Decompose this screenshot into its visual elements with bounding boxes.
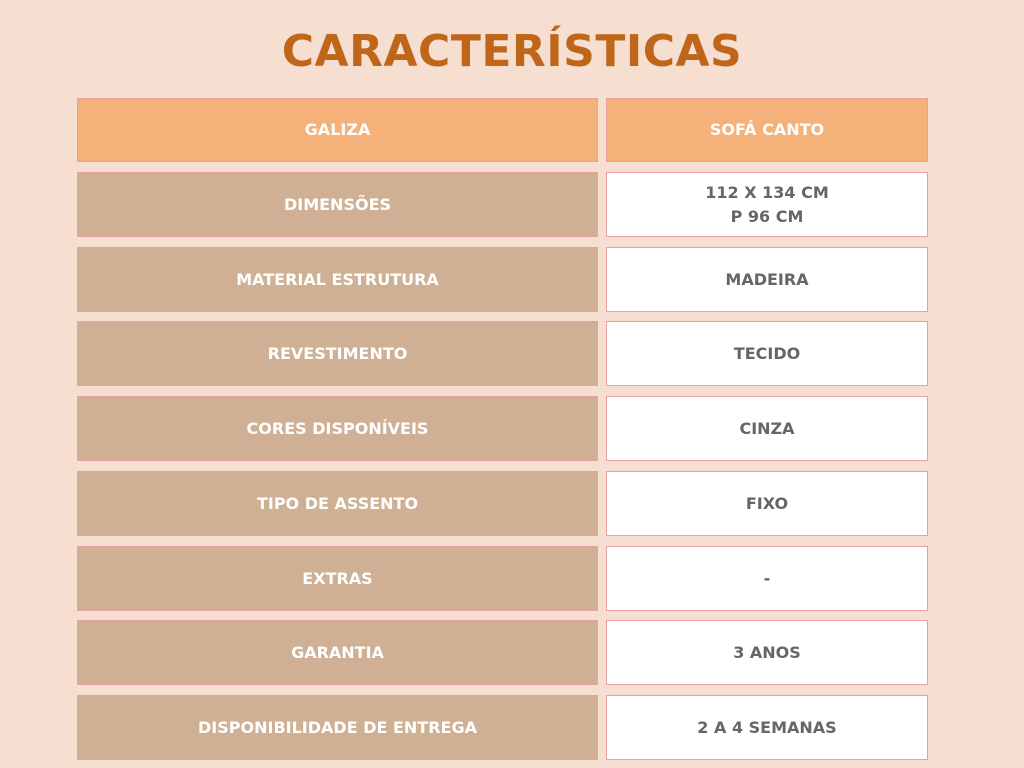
row-value-warranty: 3 ANOS [606,620,928,685]
row-label-seat-type: TIPO DE ASSENTO [77,471,598,536]
row-label-covering: REVESTIMENTO [77,321,598,386]
row-label-extras: EXTRAS [77,546,598,611]
row-value-delivery: 2 A 4 SEMANAS [606,695,928,760]
row-label-warranty: GARANTIA [77,620,598,685]
row-label-delivery: DISPONIBILIDADE DE ENTREGA [77,695,598,760]
row-label-material: MATERIAL ESTRUTURA [77,247,598,312]
row-value-text: 112 X 134 CM P 96 CM [705,182,829,226]
header-product: SOFÁ CANTO [606,98,928,162]
row-value-covering: TECIDO [606,321,928,386]
row-value-colors: CINZA [606,396,928,461]
row-label-dimensions: DIMENSÕES [77,172,598,237]
row-value-seat-type: FIXO [606,471,928,536]
header-model: GALIZA [77,98,598,162]
row-value-dimensions [606,172,928,237]
page-title: CARACTERÍSTICAS [281,26,743,77]
row-value-extras: - [606,546,928,611]
row-label-colors: CORES DISPONÍVEIS [77,396,598,461]
row-value-material: MADEIRA [606,247,928,312]
